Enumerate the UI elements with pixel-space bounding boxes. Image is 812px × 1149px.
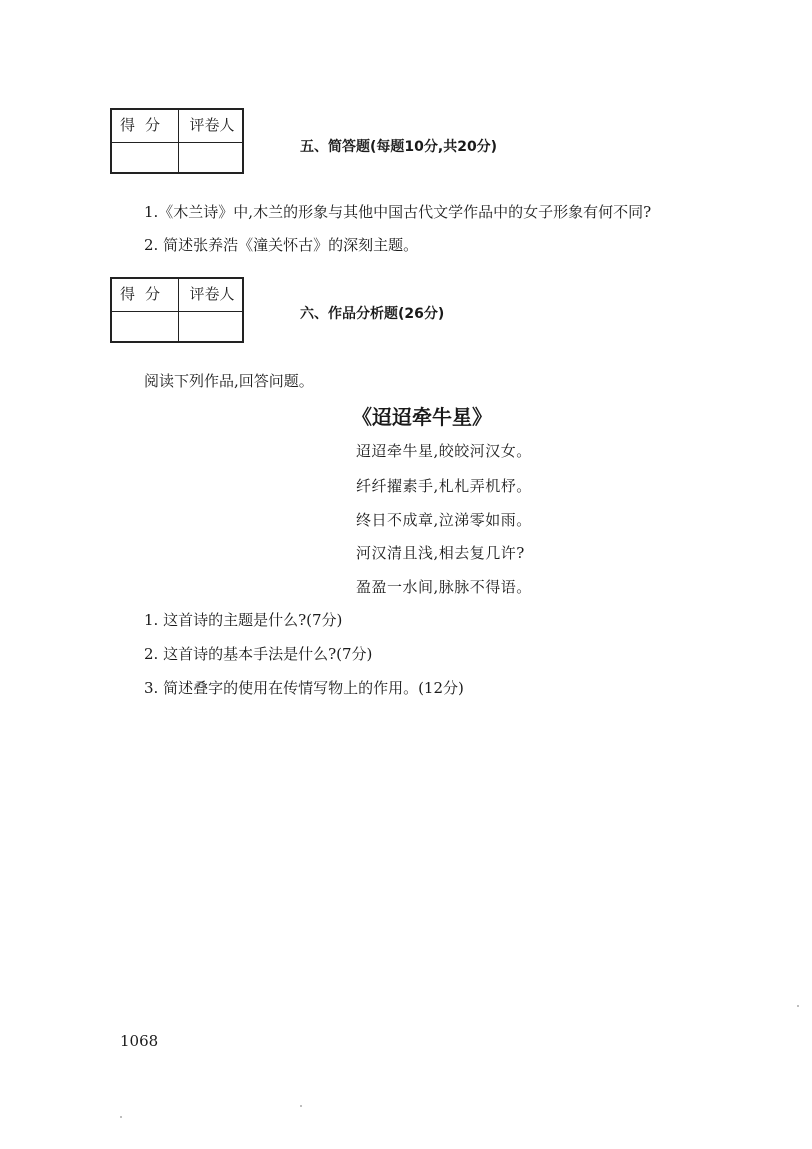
section5-question-2: 2. 简述张养浩《潼关怀古》的深刻主题。 <box>144 236 419 254</box>
score-box-divider <box>112 311 242 312</box>
section5-question-1: 1.《木兰诗》中,木兰的形象与其他中国古代文学作品中的女子形象有何不同? <box>144 203 652 221</box>
section6-question-1: 1. 这首诗的主题是什么?(7分) <box>144 611 343 629</box>
section5-title: 五、简答题(每题10分,共20分) <box>300 139 498 155</box>
poem-line: 盈盈一水间,脉脉不得语。 <box>356 578 532 596</box>
poem-line: 河汉清且浅,相去复几许? <box>356 544 525 562</box>
section6-intro: 阅读下列作品,回答问题。 <box>144 372 314 390</box>
poem-line: 纤纤擢素手,札札弄机杼。 <box>356 477 532 495</box>
section6-question-2: 2. 这首诗的基本手法是什么?(7分) <box>144 645 373 663</box>
score-box-section6 <box>110 277 244 343</box>
score-box-header-grader: 评卷人 <box>189 116 235 134</box>
score-box-header-grader: 评卷人 <box>189 285 235 303</box>
score-box-header-score: 得分 <box>119 116 170 134</box>
poem-line: 迢迢牵牛星,皎皎河汉女。 <box>356 442 532 460</box>
scan-speck <box>300 1105 302 1107</box>
scan-speck <box>120 1116 122 1118</box>
score-box-header-score: 得分 <box>119 285 170 303</box>
section6-question-3: 3. 简述叠字的使用在传情写物上的作用。(12分) <box>144 679 464 697</box>
score-box-section5 <box>110 108 244 174</box>
score-box-divider <box>112 142 242 143</box>
poem-line: 终日不成章,泣涕零如雨。 <box>356 511 532 529</box>
scan-speck <box>797 1005 799 1007</box>
poem-title: 《迢迢牵牛星》 <box>352 405 492 429</box>
section6-title: 六、作品分析题(26分) <box>300 306 445 322</box>
page-number: 1068 <box>120 1032 159 1050</box>
